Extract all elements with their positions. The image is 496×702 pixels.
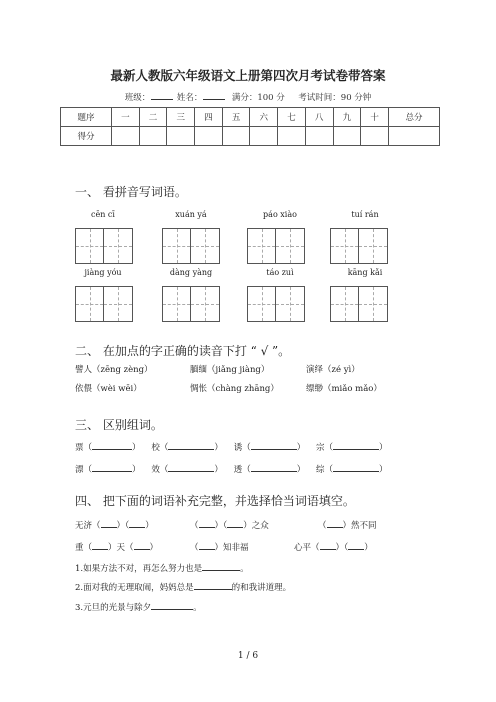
score-cell[interactable]: [195, 127, 223, 146]
fill-question-3: [75, 600, 202, 613]
question-text: 的和我讲道理。: [231, 583, 292, 593]
answer-blank[interactable]: [333, 440, 379, 450]
pinyin: tuí rán: [351, 210, 379, 219]
idiom-text: ）（: [116, 521, 130, 531]
idiom-text: （: [190, 521, 199, 531]
row-label: 得分: [61, 127, 112, 146]
reading-item[interactable]: 惆怅（chàng zhāng）: [190, 384, 279, 394]
idiom-blank[interactable]: [327, 518, 343, 528]
reading-item[interactable]: 依偎（wèi wēi）: [75, 384, 142, 394]
word-group-line: [75, 440, 388, 453]
question-text: 3.元旦的光景与除夕: [75, 603, 152, 613]
writing-grid[interactable]: [75, 228, 133, 264]
paren: ）: [214, 443, 223, 453]
header-cell: 二: [139, 108, 167, 127]
paren: ）: [379, 465, 388, 475]
writing-grid[interactable]: [330, 286, 388, 322]
answer-blank[interactable]: [251, 440, 297, 450]
header-cell: 十: [361, 108, 389, 127]
writing-grid[interactable]: [330, 228, 388, 264]
full-score: 满分：100 分: [231, 93, 285, 103]
score-table-score-row: [61, 127, 440, 146]
idiom-line: [75, 540, 158, 553]
idiom-text: ）: [145, 521, 154, 531]
score-cell[interactable]: [305, 127, 333, 146]
answer-blank[interactable]: [333, 462, 379, 472]
idiom-text: （: [190, 543, 199, 553]
paren: ）: [296, 465, 306, 475]
idiom-text: ）: [149, 543, 159, 553]
paren: ）: [132, 465, 141, 475]
exam-time: 考试时间：90 分钟: [298, 93, 372, 103]
reading-item[interactable]: 譬人（zēng zèng）: [75, 365, 153, 375]
pinyin: páo xiào: [263, 210, 297, 219]
section4-heading: 四、 把下面的词语补充完整，并选择恰当词语填空。: [75, 494, 355, 508]
answer-blank[interactable]: [92, 440, 132, 450]
idiom-line: [318, 518, 377, 531]
char-label: 透（: [233, 465, 251, 475]
score-cell[interactable]: [361, 127, 389, 146]
paren: ）: [296, 443, 306, 453]
idiom-blank[interactable]: [199, 540, 215, 550]
idiom-text: ）天（: [108, 543, 134, 553]
char-label: 漂（: [75, 465, 93, 475]
class-blank[interactable]: [151, 91, 173, 100]
idiom-line: [294, 540, 373, 553]
header-cell: 总分: [389, 108, 440, 127]
char-label: 宗（: [316, 443, 334, 453]
exam-info: [0, 91, 496, 103]
answer-blank[interactable]: [194, 580, 232, 590]
writing-grid[interactable]: [247, 286, 305, 322]
char-label: 诱（: [233, 443, 251, 453]
section1-heading: 一、 看拼音写词语。: [75, 185, 187, 199]
header-cell: 题序: [61, 108, 112, 127]
idiom-line: [190, 540, 249, 553]
header-cell: 七: [278, 108, 306, 127]
pinyin: kāng kǎi: [347, 268, 383, 277]
score-cell[interactable]: [333, 127, 361, 146]
reading-item[interactable]: 演绎（zé yì）: [306, 365, 360, 375]
reading-item[interactable]: 缥缈（miǎo mǎo）: [306, 384, 382, 394]
idiom-blank[interactable]: [348, 540, 364, 550]
writing-grid[interactable]: [162, 286, 220, 322]
fill-question-2: [75, 580, 291, 593]
header-cell: 四: [195, 108, 223, 127]
idiom-text: 无济（: [75, 521, 101, 531]
pinyin: xuán yá: [175, 210, 207, 219]
idiom-text: ）（: [335, 543, 349, 553]
paren: ）: [132, 443, 141, 453]
idiom-text: ）然不同: [342, 521, 377, 531]
score-table-header-row: [61, 108, 440, 127]
page-number: 1 / 6: [237, 651, 259, 661]
score-table: [60, 107, 440, 146]
reading-item[interactable]: 腼缅（jiǎng jiàng）: [190, 365, 270, 375]
question-text: 1.如果方法不对，再怎么努力也是: [75, 564, 203, 574]
header-cell: 一: [112, 108, 140, 127]
section2-heading: 二、 在加点的字正确的读音下打 “ √ ”。: [75, 344, 291, 358]
char-label: 票（: [75, 443, 93, 453]
idiom-text: 重（: [75, 543, 93, 553]
score-cell[interactable]: [278, 127, 306, 146]
paren: ）: [379, 443, 388, 453]
writing-grid[interactable]: [75, 286, 133, 322]
header-cell: 六: [250, 108, 278, 127]
paren: ）: [214, 465, 223, 475]
question-text: 。: [193, 603, 202, 613]
class-label: 班级：: [124, 93, 151, 103]
fill-question-1: [75, 561, 249, 574]
idiom-line: [75, 518, 154, 531]
page-title: 最新人教版六年级语文上册第四次月考试卷带答案: [110, 68, 386, 83]
idiom-text: 心平（: [294, 543, 320, 553]
name-blank[interactable]: [203, 91, 225, 100]
score-cell[interactable]: [112, 127, 140, 146]
answer-blank[interactable]: [151, 600, 193, 610]
idiom-blank[interactable]: [320, 540, 336, 550]
answer-blank[interactable]: [168, 462, 214, 472]
idiom-text: ）（: [214, 521, 228, 531]
pinyin: cēn cī: [91, 210, 115, 219]
header-cell: 五: [222, 108, 250, 127]
header-cell: 三: [167, 108, 195, 127]
answer-blank[interactable]: [251, 462, 297, 472]
idiom-text: ）: [364, 543, 373, 553]
idiom-blank[interactable]: [101, 518, 117, 528]
answer-blank[interactable]: [92, 462, 132, 472]
idiom-blank[interactable]: [129, 518, 145, 528]
name-label: 姓名：: [176, 93, 203, 103]
idiom-text: （: [318, 521, 327, 531]
pinyin: jiàng yóu: [84, 268, 122, 277]
question-text: 2.面对我的无理取闹，妈妈总是: [75, 583, 194, 593]
writing-grid[interactable]: [162, 228, 220, 264]
score-cell[interactable]: [222, 127, 250, 146]
idiom-blank[interactable]: [134, 540, 150, 550]
header-cell: 八: [305, 108, 333, 127]
idiom-text: ）之众: [243, 521, 269, 531]
idiom-blank[interactable]: [199, 518, 215, 528]
score-cell[interactable]: [250, 127, 278, 146]
score-cell[interactable]: [167, 127, 195, 146]
answer-blank[interactable]: [202, 561, 240, 571]
header-cell: 九: [333, 108, 361, 127]
idiom-blank[interactable]: [227, 518, 243, 528]
idiom-blank[interactable]: [92, 540, 108, 550]
section3-heading: 三、 区别组词。: [75, 418, 163, 432]
pinyin: táo zuì: [266, 268, 294, 277]
writing-grid[interactable]: [247, 228, 305, 264]
idiom-line: [190, 518, 269, 531]
idiom-text: ）知非福: [214, 543, 249, 553]
char-label: 综（: [316, 465, 334, 475]
char-label: 校（: [151, 443, 169, 453]
score-cell[interactable]: [139, 127, 167, 146]
answer-blank[interactable]: [168, 440, 214, 450]
pinyin: dàng yàng: [169, 268, 213, 277]
char-label: 效（: [151, 465, 169, 475]
question-text: 。: [240, 564, 249, 574]
word-group-line: [75, 462, 388, 475]
score-cell[interactable]: [389, 127, 440, 146]
